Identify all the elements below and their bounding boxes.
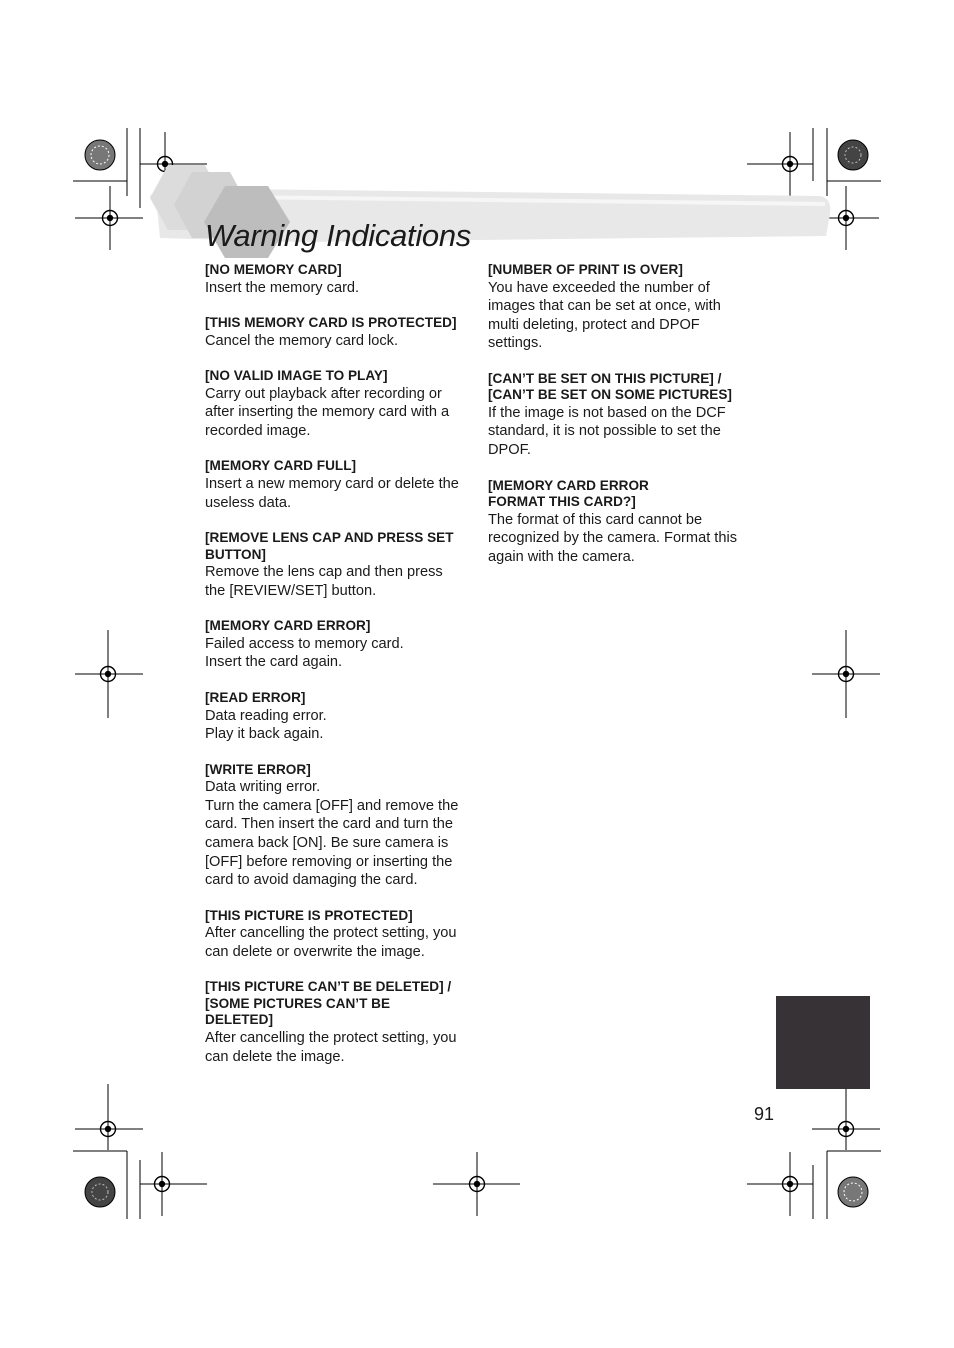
message-entry bbox=[488, 262, 744, 353]
message-entry bbox=[488, 478, 744, 567]
entry-heading: [THIS PICTURE IS PROTECTED] bbox=[205, 907, 413, 923]
entry-heading: [REMOVE LENS CAP AND PRESS SET BUTTON] bbox=[205, 530, 454, 562]
message-entry bbox=[205, 262, 467, 297]
entry-heading: [MEMORY CARD FULL] bbox=[205, 458, 357, 474]
entry-body: You have exceeded the number of images that can be set at once, with multi deleting, protect and DPOF settings. bbox=[488, 279, 721, 352]
entry-heading: [CAN’T BE SET ON THIS PICTURE] / [CAN’T BE SET ON SOME PICTURES] bbox=[488, 370, 732, 403]
section-tab bbox=[776, 996, 870, 1089]
message-entry bbox=[205, 368, 467, 440]
page-title: Warning Indications bbox=[205, 218, 471, 253]
entry-heading: [MEMORY CARD ERROR] bbox=[205, 618, 371, 634]
entry-heading: [MEMORY CARD ERROR FORMAT THIS CARD?] bbox=[488, 477, 649, 510]
entry-body: Insert a new memory card or delete the useless data. bbox=[205, 475, 459, 511]
entry-body: Insert the memory card. bbox=[205, 279, 360, 296]
message-entry bbox=[205, 618, 467, 672]
header-banner bbox=[0, 0, 954, 270]
entry-body: Cancel the memory card lock. bbox=[205, 332, 399, 349]
message-entry bbox=[205, 762, 467, 890]
entry-heading: [THIS PICTURE CAN’T BE DELETED] / [SOME PICTURES CAN’T BE DELETED] bbox=[205, 979, 452, 1028]
entry-body: Remove the lens cap and then press the [REVIEW/SET] button. bbox=[205, 564, 443, 599]
right-column bbox=[488, 262, 744, 584]
message-entry bbox=[488, 371, 744, 460]
entry-body: If the image is not based on the DCF standard, it is not possible to set the DPOF. bbox=[488, 404, 726, 459]
entry-heading: [THIS MEMORY CARD IS PROTECTED] bbox=[205, 315, 457, 331]
entry-body: After cancelling the protect setting, you can delete the image. bbox=[205, 1029, 457, 1065]
entry-body: Failed access to memory card. Insert the card again. bbox=[205, 635, 404, 671]
entry-heading: [WRITE ERROR] bbox=[205, 761, 311, 777]
entry-heading: [NO VALID IMAGE TO PLAY] bbox=[205, 368, 388, 384]
page-number: 91 bbox=[754, 1104, 775, 1124]
message-entry bbox=[205, 908, 467, 962]
entry-body: After cancelling the protect setting, you can delete or overwrite the image. bbox=[205, 925, 457, 960]
entry-heading: [NUMBER OF PRINT IS OVER] bbox=[488, 262, 683, 277]
entry-body: Data writing error. Turn the camera [OFF] and remove the card. Then insert the card and turn the camera back [ON]. Be sure camera is [OFF] before removing or inserting the card to avoid damaging the card. bbox=[205, 779, 459, 889]
entry-heading: [NO MEMORY CARD] bbox=[205, 262, 342, 277]
entry-heading: [READ ERROR] bbox=[205, 690, 306, 706]
left-column bbox=[205, 262, 467, 1084]
entry-body: Data reading error. Play it back again. bbox=[205, 707, 327, 743]
message-entry bbox=[205, 979, 467, 1066]
entry-body: The format of this card cannot be recognized by the camera. Format this again with the camera. bbox=[488, 511, 738, 565]
message-entry bbox=[205, 690, 467, 744]
message-entry bbox=[205, 530, 467, 600]
message-entry bbox=[205, 315, 467, 350]
message-entry bbox=[205, 458, 467, 512]
entry-body: Carry out playback after recording or after inserting the memory card with a recorded image. bbox=[205, 385, 450, 439]
